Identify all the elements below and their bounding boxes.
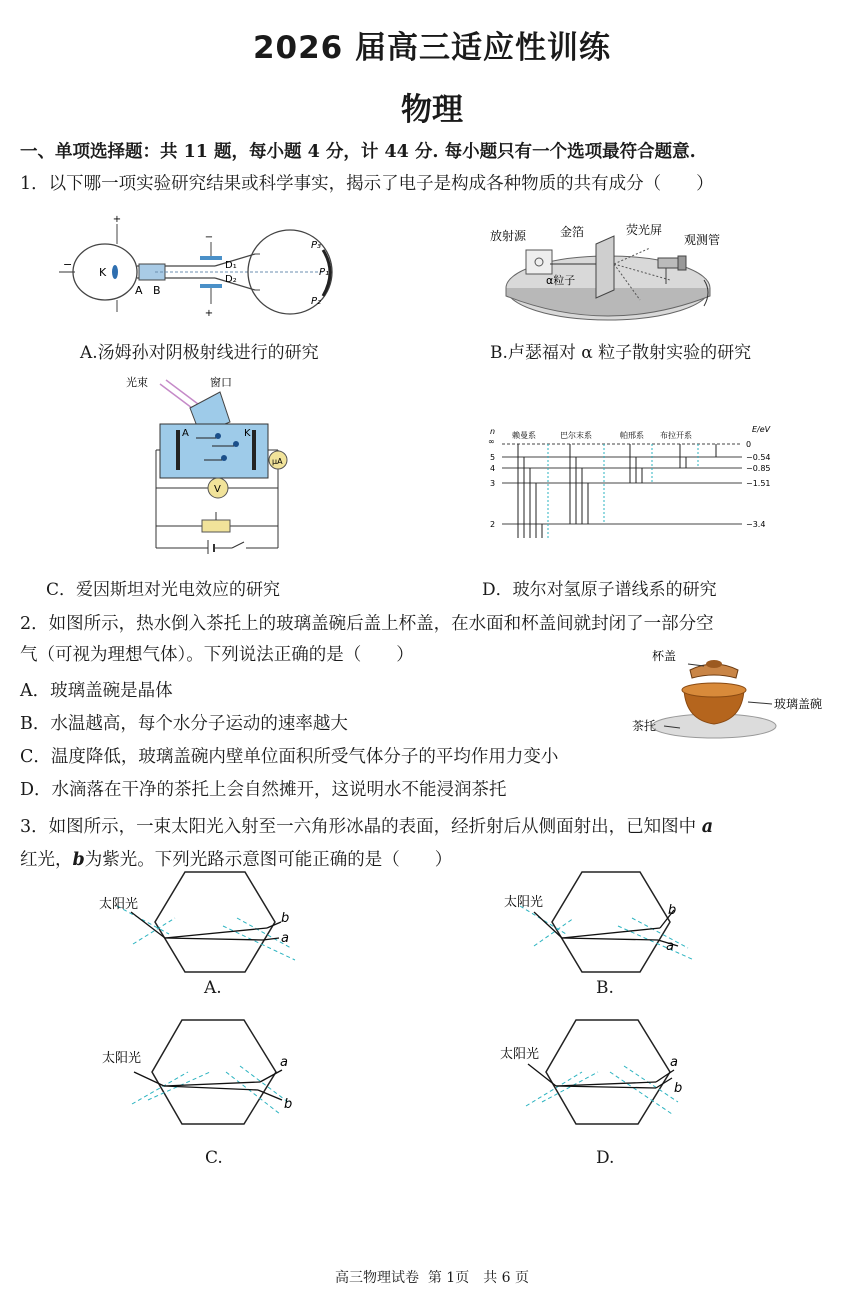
q2-stem-line2: 气（可视为理想气体）。下列说法正确的是（ ） bbox=[20, 645, 414, 665]
photoelectric-figure bbox=[120, 372, 300, 554]
q3-stem-line1 bbox=[20, 813, 713, 838]
q3-stem-rest: 为紫光。下列光路示意图可能正确的是（ ） bbox=[84, 850, 453, 870]
q3-C-a-label: a bbox=[280, 1055, 288, 1070]
figA-minus-label: − bbox=[63, 258, 73, 271]
q2-option-B[interactable]: B．水温越高，每个水分子运动的速率越大 bbox=[20, 714, 348, 734]
figA-P3-label: P₃ bbox=[311, 240, 322, 251]
q3-figure-B bbox=[498, 868, 718, 978]
figB-source-label: 放射源 bbox=[490, 229, 527, 243]
thomson-tube-figure bbox=[55, 212, 355, 322]
q2-option-A[interactable]: A．玻璃盖碗是晶体 bbox=[20, 681, 173, 701]
figD-E5: −0.54 bbox=[746, 453, 771, 462]
q3-figure-C bbox=[98, 1016, 318, 1128]
q3-C-sun-label: 太阳光 bbox=[102, 1051, 142, 1066]
figD-E-label: E/eV bbox=[752, 425, 771, 434]
figB-foil-label: 金箔 bbox=[560, 225, 585, 239]
q2-option-C[interactable]: C．温度降低，玻璃盖碗内壁单位面积所受气体分子的平均作用力变小 bbox=[20, 747, 559, 767]
q3-C-b-label: b bbox=[284, 1097, 293, 1112]
q3-D-b-label: b bbox=[674, 1081, 683, 1096]
q2-stem-line1: 2．如图所示，热水倒入茶托上的玻璃盖碗后盖上杯盖，在水面和杯盖间就封闭了一部分空 bbox=[20, 614, 714, 634]
q1-option-A[interactable]: A.汤姆孙对阴极射线进行的研究 bbox=[80, 343, 319, 363]
figD-E4: −0.85 bbox=[746, 464, 771, 473]
figA-minus2-label: − bbox=[204, 232, 214, 243]
q1-option-C[interactable]: C．爱因斯坦对光电效应的研究 bbox=[46, 580, 281, 600]
q3-stem-line1-a: a bbox=[701, 817, 714, 837]
q3-stem-red: 红光， bbox=[20, 850, 73, 870]
figC-window-label: 窗口 bbox=[210, 376, 232, 389]
q3-B-b-label: b bbox=[668, 903, 677, 918]
q1-option-B[interactable]: B.卢瑟福对 α 粒子散射实验的研究 bbox=[490, 343, 752, 363]
figA-plus-label: + bbox=[112, 214, 122, 225]
figC-K-label: K bbox=[244, 428, 251, 439]
figD-series-lyman: 赖曼系 bbox=[512, 431, 536, 440]
q3-B-sun-label: 太阳光 bbox=[504, 895, 544, 910]
figA-D2-label: D₂ bbox=[225, 274, 237, 285]
figD-series-balmer: 巴尔末系 bbox=[560, 431, 592, 440]
q3-stem-line1-text: 3．如图所示，一束太阳光入射至一六角形冰晶的表面，经折射后从侧面射出，已知图中 bbox=[20, 817, 697, 837]
q2-fig-lid-label: 杯盖 bbox=[652, 649, 677, 663]
figB-tube-label: 观测管 bbox=[684, 233, 720, 247]
q3-figure-D bbox=[492, 1016, 712, 1128]
page-footer: 高三物理试卷 第 1页 共 6 页 bbox=[334, 1270, 530, 1286]
q3-A-b-label: b bbox=[281, 911, 290, 926]
figD-E3: −1.51 bbox=[746, 479, 771, 488]
figC-V-label: V bbox=[214, 484, 221, 495]
figD-series-brackett: 布拉开系 bbox=[660, 431, 692, 440]
q2-fig-bowl-label: 玻璃盖碗 bbox=[774, 697, 823, 711]
section-heading: 一、单项选择题：共 11 题，每小题 4 分，计 44 分. 每小题只有一个选项最符合题意. bbox=[20, 142, 696, 162]
q3-D-sun-label: 太阳光 bbox=[500, 1047, 540, 1062]
figD-E0: 0 bbox=[746, 440, 752, 449]
figA-P2-label: P₂ bbox=[311, 296, 322, 307]
figA-K-label: K bbox=[99, 266, 107, 279]
figD-n-label: n bbox=[490, 427, 496, 436]
figA-B-label: B bbox=[153, 284, 161, 297]
q3-D-a-label: a bbox=[670, 1055, 678, 1070]
q3-B-a-label: a bbox=[666, 939, 674, 954]
q3-option-D[interactable]: D. bbox=[596, 1148, 615, 1168]
figD-n4: 4 bbox=[490, 464, 496, 473]
q3-figure-A bbox=[95, 868, 315, 978]
figD-n2: 2 bbox=[490, 520, 496, 529]
rutherford-figure bbox=[490, 220, 720, 330]
figA-plus2-label: + bbox=[204, 308, 214, 319]
figA-D1-label: D₁ bbox=[225, 260, 237, 271]
q2-fig-saucer-label: 茶托 bbox=[632, 719, 657, 733]
q1-option-D[interactable]: D．玻尔对氢原子谱线系的研究 bbox=[482, 580, 717, 600]
figA-A-label: A bbox=[135, 284, 143, 297]
figC-beam-label: 光束 bbox=[126, 376, 148, 389]
figC-uA-label: μA bbox=[272, 457, 283, 466]
figD-series-paschen: 帕邢系 bbox=[620, 431, 644, 440]
tea-bowl-figure bbox=[632, 642, 832, 748]
q3-option-B[interactable]: B. bbox=[596, 978, 614, 998]
energy-level-figure bbox=[484, 420, 794, 540]
q2-option-D[interactable]: D．水滴落在干净的茶托上会自然摊开，这说明水不能浸润茶托 bbox=[20, 780, 507, 800]
figD-n3: 3 bbox=[490, 479, 496, 488]
subject-title: 物理 bbox=[401, 92, 463, 128]
q3-stem-b: b bbox=[72, 850, 85, 870]
figD-n5: 5 bbox=[490, 453, 496, 462]
q3-option-A[interactable]: A. bbox=[204, 978, 222, 998]
q3-A-sun-label: 太阳光 bbox=[99, 897, 139, 912]
figB-screen-label: 荧光屏 bbox=[626, 223, 663, 237]
q1-stem: 1．以下哪一项实验研究结果或科学事实，揭示了电子是构成各种物质的共有成分（ ） bbox=[20, 174, 714, 194]
figC-A-label: A bbox=[182, 428, 189, 439]
exam-title: 2026 届高三适应性训练 bbox=[252, 30, 612, 66]
figB-particle-label: α粒子 bbox=[546, 274, 576, 287]
q3-option-C[interactable]: C. bbox=[205, 1148, 223, 1168]
figD-E2: −3.4 bbox=[746, 520, 766, 529]
figA-P1-label: P₁ bbox=[319, 267, 330, 278]
q3-A-a-label: a bbox=[281, 931, 289, 946]
figD-inf-label: ∞ bbox=[488, 437, 495, 446]
